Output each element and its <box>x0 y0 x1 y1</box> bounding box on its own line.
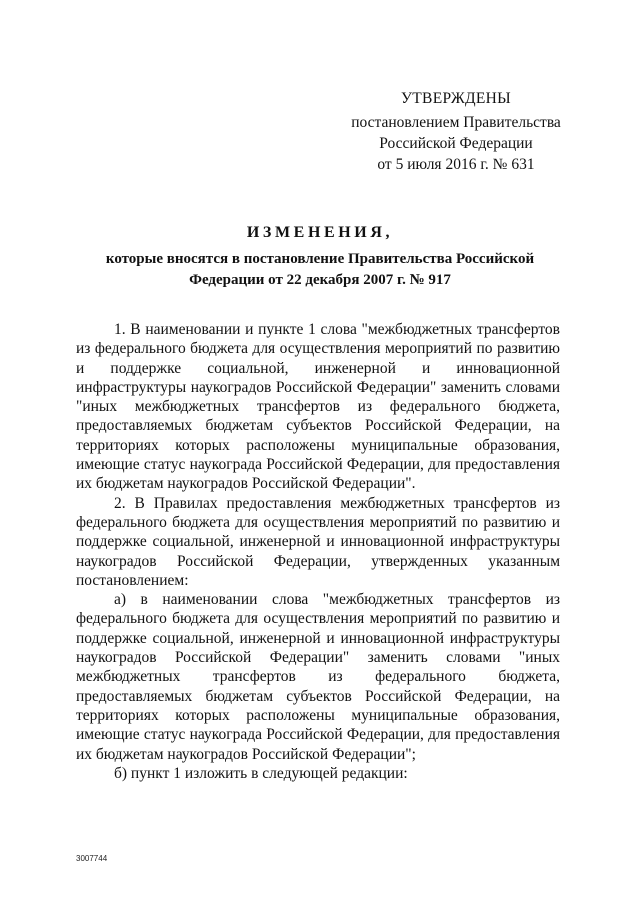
document-title: ИЗМЕНЕНИЯ, <box>246 224 394 241</box>
paragraph-2: 2. В Правилах предоставления межбюджетных трансфертов из федерального бюджета для осуществления мероприятий по развитию и поддержке социальной, инженерной и инновационной инфраструктуры наукоградов Российской Федерации, утвержденных указанным постановлением: <box>76 494 560 589</box>
approval-line-2: Российской Федерации <box>379 135 533 152</box>
document-body <box>76 320 560 783</box>
paragraph-2a: а) в наименовании слова "межбюджетных трансфертов из федерального бюджета для осуществления мероприятий по развитию и поддержке социальной, инженерной и инновационной инфраструктуры наукоградов Российской Федерации" заменить словами "иных межбюджетных трансфертов из федерального бюджета, предоставляемых бюджетам субъектов Российской Федерации, на территориях которых расположены муниципальные образования, имеющие статус наукограда Российской Федерации, для предоставления их бюджетам наукоградов Российской Федерации"; <box>76 591 560 763</box>
paragraph-2b: б) пункт 1 изложить в следующей редакции: <box>114 764 408 782</box>
approved-heading: УТВЕРЖДЕНЫ <box>401 90 511 107</box>
approval-stamp <box>340 88 572 175</box>
approval-line-3: от 5 июля 2016 г. № 631 <box>377 156 535 173</box>
approval-line-1: постановлением Правительства <box>351 114 561 131</box>
subtitle-line-2: Федерации от 22 декабря 2007 г. № 917 <box>189 272 451 288</box>
subtitle-line-1: которые вносятся в постановление Правительства Российской <box>105 251 535 267</box>
paragraph-1: 1. В наименовании и пункте 1 слова "межбюджетных трансфертов из федерального бюджета для осуществления мероприятий по развитию и поддержке социальной, инженерной и инновационной инфраструктуры наукоградов Российской Федерации" заменить словами "иных межбюджетных трансфертов из федерального бюджета, предоставляемых бюджетам субъектов Российской Федерации, на территориях которых расположены муниципальные образования, имеющие статус наукограда Российской Федерации, для предоставления их бюджетам наукоградов Российской Федерации". <box>76 321 560 493</box>
document-subtitle <box>80 249 560 291</box>
document-code: 3007744 <box>76 854 108 863</box>
